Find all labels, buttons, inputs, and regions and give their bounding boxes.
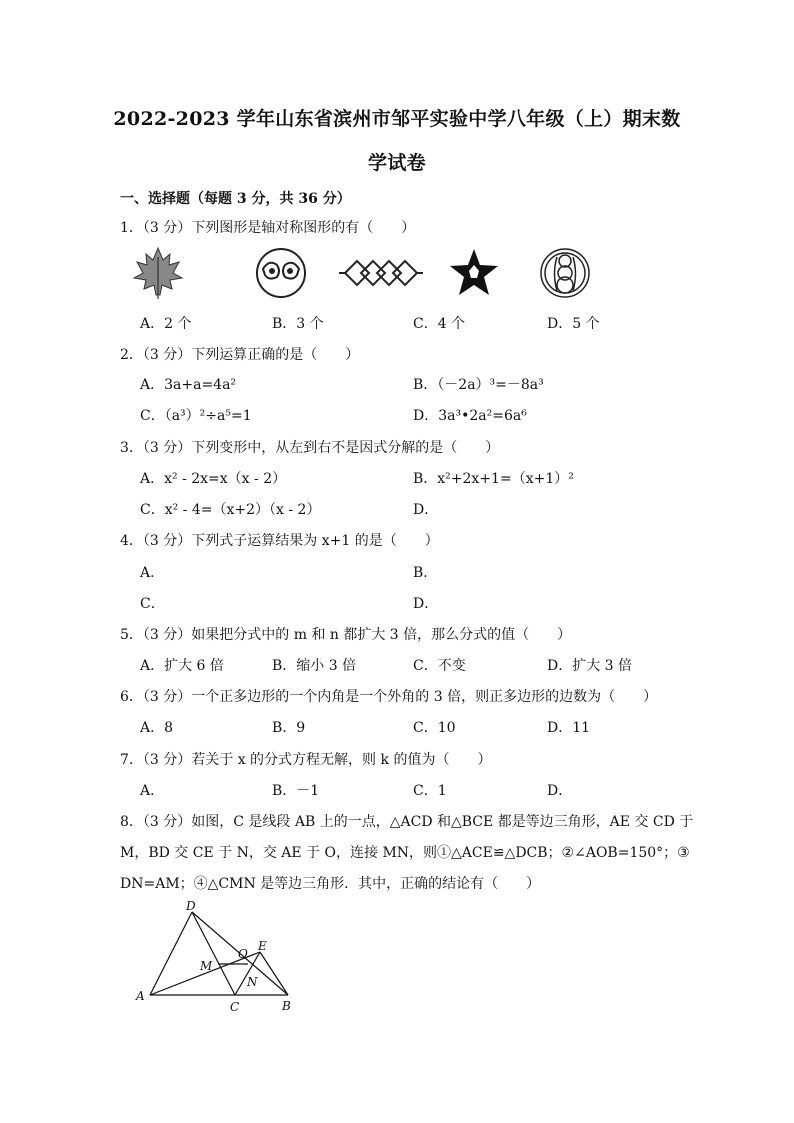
q6-option-b: B．9 [272,720,306,736]
q7-option-b: B．－1 [272,783,320,799]
page-title-line1: 2022-2023 学年山东省滨州市邹平实验中学八年级（上）期末数 [113,108,681,130]
q5-option-d: D．扩大 3 倍 [547,658,633,674]
q1-option-d: D．5 个 [547,316,600,332]
q4-option-c: C． [140,596,165,612]
question-2-stem: 2．（3 分）下列运算正确的是（ ） [120,347,360,363]
section-heading: 一、选择题（每题 3 分，共 36 分） [120,191,351,207]
q3-option-d: D． [413,502,439,518]
question-7-stem: 7．（3 分）若关于 x 的分式方程无解，则 k 的值为（ ） [120,752,492,768]
q2-option-c: C．（a³）²÷a⁵=1 [140,408,252,424]
q5-option-a: A．扩大 6 倍 [140,658,224,674]
question-1-stem: 1．（3 分）下列图形是轴对称图形的有（ ） [120,220,416,236]
point-label-n: N [247,975,258,989]
point-label-a: A [136,989,145,1003]
q8-triangle-figure [130,900,310,1024]
q3-option-b: B．x²+2x+1=（x+1）² [413,471,574,487]
q3-option-c: C．x² - 4=（x+2）（x - 2） [140,502,321,518]
q5-option-b: B．缩小 3 倍 [272,658,357,674]
q5-option-c: C．不变 [413,658,466,674]
question-8-line3: DN=AM；④△CMN 是等边三角形．其中，正确的结论有（ ） [120,876,541,892]
question-6-stem: 6．（3 分）一个正多边形的一个内角是一个外角的 3 倍，则正多边形的边数为（ ） [120,689,658,705]
q4-option-b: B． [413,565,438,581]
question-4-stem: 4．（3 分）下列式子运算结果为 x+1 的是（ ） [120,533,439,549]
point-label-m: M [200,959,213,973]
q6-option-a: A．8 [140,720,174,736]
q7-option-c: C．1 [413,783,447,799]
q1-figures [130,245,590,305]
point-label-d: D [186,900,196,913]
q1-option-c: C．4 个 [413,316,466,332]
question-5-stem: 5．（3 分）如果把分式中的 m 和 n 都扩大 3 倍，那么分式的值（ ） [120,627,572,643]
concentric-circles-figure [541,249,589,297]
owl-circle-figure [257,249,305,297]
point-label-b: B [282,999,291,1013]
maple-leaf-figure [134,248,182,299]
q4-option-d: D． [413,596,439,612]
page-title-line2: 学试卷 [368,152,426,174]
point-label-c: C [230,1000,240,1014]
question-8-line1: 8．（3 分）如图，C 是线段 AB 上的一点，△ACD 和△BCE 都是等边三角形，AE 交 CD 于 [120,814,694,830]
q2-option-d: D．3a³•2a²=6a⁶ [413,408,527,424]
q1-option-a: A．2 个 [140,316,192,332]
point-label-e: E [258,939,267,953]
question-3-stem: 3．（3 分）下列变形中，从左到右不是因式分解的是（ ） [120,440,500,456]
knot-diamond-figure [339,261,423,285]
q3-option-a: A．x² - 2x=x（x - 2） [140,471,287,487]
q7-option-a: A． [140,783,165,799]
point-label-o: O [238,947,248,961]
question-8-line2: M，BD 交 CE 于 N，交 AE 于 O，连接 MN，则①△ACE≌△DCB；②∠AOB=150°；③ [120,845,690,861]
q1-option-b: B．3 个 [272,316,324,332]
star-figure [450,249,498,295]
q2-option-b: B．（－2a）³=－8a³ [413,377,544,393]
q6-option-c: C．10 [413,720,456,736]
q6-option-d: D．11 [547,720,591,736]
q7-option-d: D． [547,783,573,799]
q2-option-a: A．3a+a=4a² [140,377,237,393]
q4-option-a: A． [140,565,165,581]
